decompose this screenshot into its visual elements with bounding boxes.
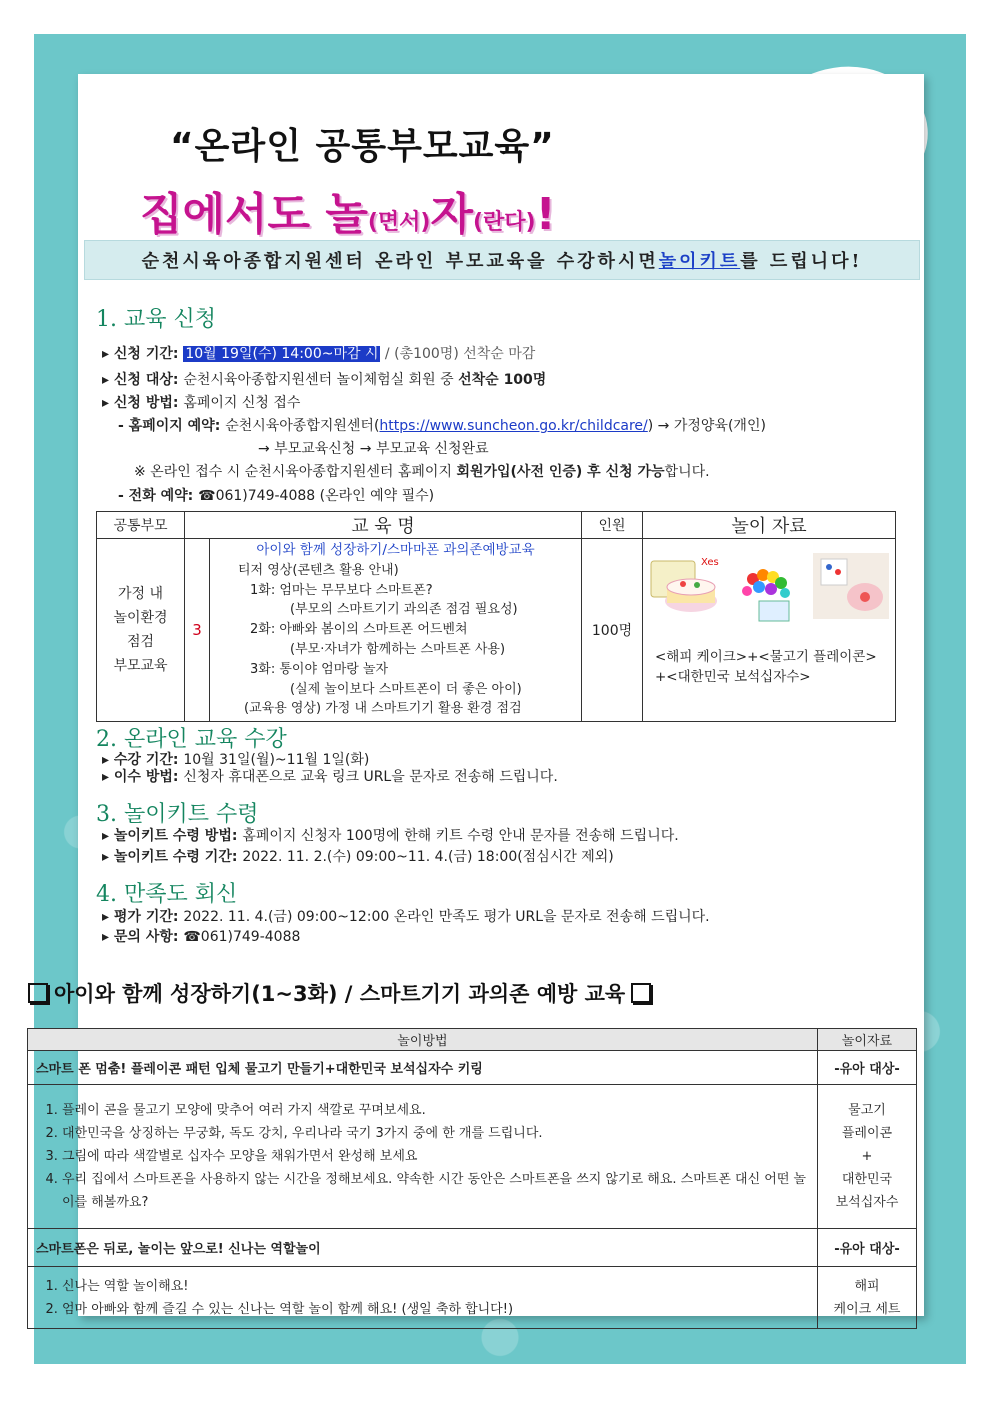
course-materials [643,539,896,722]
fish-playcorn-kit-image [729,551,805,627]
application-target: ▸ 신청 대상: 순천시육아종합지원센터 놀이체험실 회원 중 선착순 100명 [102,372,547,388]
inquiry: ▸ 문의 사항: ☎061)749-4088 [102,929,301,945]
course-people: 100명 [582,539,643,722]
activity-1-materials: 물고기 플레이콘 + 대한민국 보석십자수 [818,1085,917,1229]
registration-note: ※ 온라인 접수 시 순천시육아종합지원센터 홈페이지 회원가입(사전 인증) 후 신청 가능합니다. [134,464,710,480]
kit-pickup-period: ▸ 놀이키트 수령 기간: 2022. 11. 2.(수) 09:00~11. 4.(금) 18:00(점심시간 제외) [102,849,614,865]
program-title: 아이와 함께 성장하기(1~3화) / 스마트기기 과의존 예방 교육 [22,978,657,1008]
kit-images [647,551,891,627]
section-title-kit-pickup: 3. 놀이키트 수령 [96,802,259,827]
activity-1-target: -유아 대상- [818,1051,917,1085]
course-description: 아이와 함께 성장하기/스마마폰 과의존예방교육 티저 영상(콘텐츠 활용 안내) 1화: 엄마는 무무보다 스마트폰? (부모의 스마트기기 과의존 점검 필요성) 2화: 아빠와 봄이의 스마트폰 어드벤쳐 (부모·자녀가 함께하는 스마트폰 사용) 3화: 통이야 엄마랑 놀자 (실제 놀이보다 스마트폰이 더 좋은 아이) (교육용 영상) 가정 내 스마트기기 활용 환경 점검 [210,539,582,722]
checkbox-square-icon [631,983,651,1003]
jewel-cross-stitch-kit-image [811,551,891,621]
activity-2-title: 스마트폰은 뒤로, 놀이는 앞으로! 신나는 역할놀이 [28,1229,818,1267]
kit-banner: 순천시육아종합지원센터 온라인 부모교육을 수강하시면 놀이키트 를 드립니다! [84,240,920,280]
evaluation-period: ▸ 평가 기간: 2022. 11. 4.(금) 09:00~12:00 온라인 만족도 평가 URL을 문자로 전송해 드립니다. [102,909,710,925]
course-period: ▸ 수강 기간: 10월 31일(월)~11월 1일(화) [102,752,370,768]
phone-reservation: - 전화 예약: ☎061)749-4088 (온라인 예약 필수) [118,488,435,504]
section-title-application: 1. 교육 신청 [96,307,216,332]
childcare-link[interactable]: https://www.suncheon.go.kr/childcare/ [379,418,648,434]
application-method: ▸ 신청 방법: 홈페이지 신청 접수 [102,395,301,411]
activity-2-materials: 해피 케이크 세트 [818,1267,917,1329]
activity-2-steps: 1. 신나는 역할 놀이해요! 2. 엄마 아빠와 함께 즐길 수 있는 신나는 역할 놀이 함께 해요! (생일 축하 합니다!) [28,1267,818,1329]
svg-text:Xes: Xes [701,557,719,568]
activity-2-target: -유아 대상- [818,1229,917,1267]
course-category: 가정 내 놀이환경 점검 부모교육 [97,539,185,722]
course-count: 3 [185,539,210,722]
happy-cake-kit-image [647,551,723,627]
activity-1-steps: 1. 플레이 콘을 물고기 모양에 맞추어 여러 가지 색깔로 꾸며보세요. 2. 대한민국을 상징하는 무궁화, 독도 강치, 우리나라 국기 3가지 중에 한 개를 드립니다. 3. 그림에 따라 색깔별로 십자수 모양을 채워가면서 완성해 보세요 4. 우리 집에서 스마트폰을 사용하지 않는 시간을 정해보세요. 약속한 시간 동안은 스마트폰을 쓰지 않기로 해요. 스마트폰 대신 어떤 놀이를 해볼까요? [28,1085,818,1229]
web-reservation-steps: → 부모교육신청 → 부모교육 신청완료 [258,441,489,457]
materials-line-2: +<대한민국 보석십자수> [655,669,811,685]
section-title-satisfaction: 4. 만족도 회신 [96,882,238,907]
materials-line-1: <해피 케이크>+<물고기 플레이콘> [655,649,877,665]
activity-1-title: 스마트 폰 멈춤! 플레이콘 패턴 입체 물고기 만들기+대한민국 보석십자수 키링 [28,1051,818,1085]
course-table: 공통부모 교 육 명 인원 놀이 자료 가정 내 놀이환경 점검 부모교육 3 아이와 함께 성장하기/스마마폰 과의존예방교육 티저 영상(콘텐츠 활용 안내) 1화: 엄마는 무무보다 스마트폰? (부모의 스마트기기 과의존 점검 필요성) 2화: 아빠와 봄이의 스마트폰 어드벤쳐 (부모·자녀가 함께하는 스마트폰 사용) 3화: 통이야 엄마랑 놀자 (실제 놀이보다 스마트폰이 더 좋은 아이) (교육용 영상) 가정 내 스마트기기 활용 환경 점검 100명 Xes <해피 케이크>+<물고기 플레이콘> +<대한민국 보석십자수> [96,511,896,722]
web-reservation: - 홈페이지 예약: 순천시육아종합지원센터(https://www.suncheon.go.kr/childcare/) → 가정양육(개인) [118,418,766,434]
kit-pickup-method: ▸ 놀이키트 수령 방법: 홈페이지 신청자 100명에 한해 키트 수령 안내 문자를 전송해 드립니다. [102,828,679,844]
headline: 집에서도 놀(면서)자(란다)! [140,189,556,240]
page-title: “온라인 공통부모교육” [170,126,555,167]
activity-table: 놀이방법 놀이자료 스마트 폰 멈춤! 플레이콘 패턴 입체 물고기 만들기+대한민국 보석십자수 키링 -유아 대상- 1. 플레이 콘을 물고기 모양에 맞추어 여러 가지 색깔로 꾸며보세요. 2. 대한민국을 상징하는 무궁화, 독도 강치, 우리나라 국기 3가지 중에 한 개를 드립니다. 3. 그림에 따라 색깔별로 십자수 모양을 채워가면서 완성해 보세요 4. 우리 집에서 스마트폰을 사용하지 않는 시간을 정해보세요. 약속한 시간 동안은 스마트폰을 쓰지 않기로 해요. 스마트폰 대신 어떤 놀이를 해볼까요? 물고기 플레이콘 + 대한민국 보석십자수 스마트폰은 뒤로, 놀이는 앞으로! 신나는 역할놀이 -유아 대상- 1. 신나는 역할 놀이해요! 2. 엄마 아빠와 함께 즐길 수 있는 신나는 역할 놀이 함께 해요! (생일 축하 합니다!) 해피 케이크 세트 [27,1028,917,1329]
checkbox-square-icon [28,983,48,1003]
application-period: ▸ 신청 기간: 10월 19일(수) 14:00~마감 시 / (총100명) 선착순 마감 [102,346,536,362]
section-title-online-course: 2. 온라인 교육 수강 [96,727,287,752]
course-completion-method: ▸ 이수 방법: 신청자 휴대폰으로 교육 링크 URL을 문자로 전송해 드립니다. [102,769,558,785]
